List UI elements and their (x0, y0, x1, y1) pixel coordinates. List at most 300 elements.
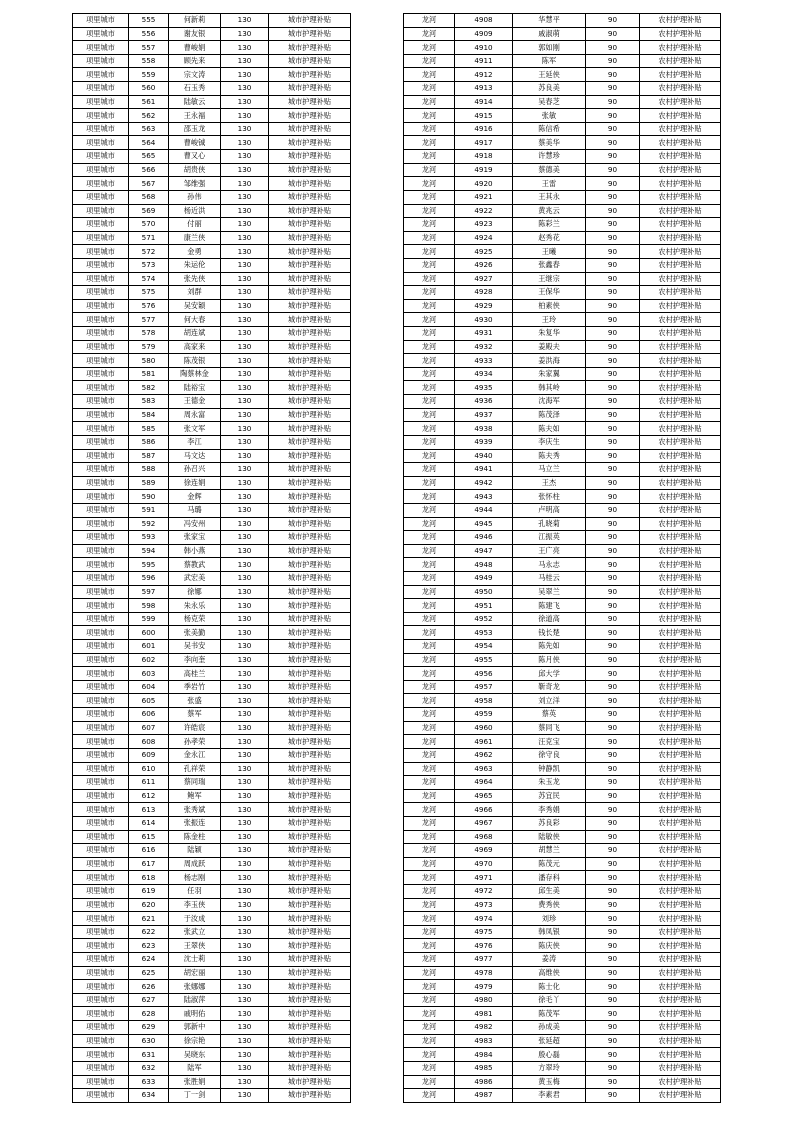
region-cell: 龙河 (404, 231, 455, 245)
amount-cell: 130 (221, 408, 269, 422)
amount-cell: 90 (586, 830, 640, 844)
amount-cell: 90 (586, 980, 640, 994)
name-cell: 何大春 (169, 313, 221, 327)
region-cell: 龙河 (404, 544, 455, 558)
subsidy-type-cell: 农村护理补贴 (640, 776, 721, 790)
region-cell: 龙河 (404, 735, 455, 749)
serial-cell: 626 (129, 980, 169, 994)
serial-cell: 4930 (455, 313, 513, 327)
amount-cell: 130 (221, 776, 269, 790)
subsidy-type-cell: 城市护理补贴 (269, 354, 351, 368)
table-row (73, 599, 351, 613)
region-cell: 项里城市 (73, 953, 129, 967)
region-cell: 项里城市 (73, 1034, 129, 1048)
region-cell: 项里城市 (73, 544, 129, 558)
subsidy-type-cell: 城市护理补贴 (269, 708, 351, 722)
serial-cell: 588 (129, 463, 169, 477)
region-cell: 龙河 (404, 272, 455, 286)
serial-cell: 559 (129, 68, 169, 82)
table-row (404, 313, 721, 327)
table-row (73, 408, 351, 422)
name-cell: 陈茂泽 (513, 408, 586, 422)
subsidy-type-cell: 农村护理补贴 (640, 571, 721, 585)
table-row (73, 694, 351, 708)
serial-cell: 575 (129, 286, 169, 300)
table-row (404, 218, 721, 232)
amount-cell: 90 (586, 258, 640, 272)
name-cell: 蔡美华 (513, 136, 586, 150)
serial-cell: 4966 (455, 803, 513, 817)
name-cell: 张秀斌 (169, 803, 221, 817)
name-cell: 王继宗 (513, 272, 586, 286)
region-cell: 龙河 (404, 340, 455, 354)
serial-cell: 593 (129, 531, 169, 545)
serial-cell: 607 (129, 721, 169, 735)
amount-cell: 90 (586, 531, 640, 545)
subsidy-type-cell: 农村护理补贴 (640, 816, 721, 830)
subsidy-type-cell: 农村护理补贴 (640, 136, 721, 150)
serial-cell: 622 (129, 925, 169, 939)
region-cell: 龙河 (404, 258, 455, 272)
serial-cell: 4958 (455, 694, 513, 708)
amount-cell: 130 (221, 150, 269, 164)
amount-cell: 130 (221, 898, 269, 912)
subsidy-type-cell: 农村护理补贴 (640, 82, 721, 96)
serial-cell: 4934 (455, 367, 513, 381)
name-cell: 王翠侠 (169, 939, 221, 953)
region-cell: 龙河 (404, 898, 455, 912)
name-cell: 陆军 (169, 1061, 221, 1075)
subsidy-type-cell: 农村护理补贴 (640, 912, 721, 926)
amount-cell: 130 (221, 286, 269, 300)
serial-cell: 4950 (455, 585, 513, 599)
name-cell: 戚明佑 (169, 1007, 221, 1021)
name-cell: 蔡教武 (169, 558, 221, 572)
table-row (73, 912, 351, 926)
serial-cell: 4941 (455, 463, 513, 477)
region-cell: 项里城市 (73, 748, 129, 762)
serial-cell: 4912 (455, 68, 513, 82)
subsidy-type-cell: 城市护理补贴 (269, 82, 351, 96)
serial-cell: 616 (129, 844, 169, 858)
serial-cell: 4976 (455, 939, 513, 953)
name-cell: 于汝成 (169, 912, 221, 926)
region-cell: 项里城市 (73, 122, 129, 136)
amount-cell: 130 (221, 463, 269, 477)
subsidy-type-cell: 农村护理补贴 (640, 367, 721, 381)
name-cell: 陈夫如 (513, 422, 586, 436)
subsidy-type-cell: 农村护理补贴 (640, 844, 721, 858)
region-cell: 龙河 (404, 218, 455, 232)
region-cell: 项里城市 (73, 599, 129, 613)
table-row (73, 885, 351, 899)
name-cell: 陈先如 (513, 640, 586, 654)
serial-cell: 4924 (455, 231, 513, 245)
region-cell: 龙河 (404, 885, 455, 899)
subsidy-type-cell: 农村护理补贴 (640, 803, 721, 817)
table-row (404, 789, 721, 803)
amount-cell: 90 (586, 612, 640, 626)
amount-cell: 90 (586, 14, 640, 28)
serial-cell: 4963 (455, 762, 513, 776)
serial-cell: 568 (129, 190, 169, 204)
serial-cell: 4949 (455, 571, 513, 585)
region-cell: 项里城市 (73, 640, 129, 654)
name-cell: 孙召兴 (169, 463, 221, 477)
name-cell: 高家来 (169, 340, 221, 354)
table-row (404, 177, 721, 191)
name-cell: 胡连斌 (169, 327, 221, 341)
name-cell: 陈茂军 (513, 1007, 586, 1021)
amount-cell: 130 (221, 1061, 269, 1075)
amount-cell: 130 (221, 327, 269, 341)
serial-cell: 4975 (455, 925, 513, 939)
serial-cell: 4921 (455, 190, 513, 204)
subsidy-type-cell: 农村护理补贴 (640, 286, 721, 300)
amount-cell: 130 (221, 503, 269, 517)
subsidy-type-cell: 城市护理补贴 (269, 544, 351, 558)
subsidy-type-cell: 农村护理补贴 (640, 1007, 721, 1021)
serial-cell: 631 (129, 1048, 169, 1062)
name-cell: 李向奎 (169, 653, 221, 667)
table-row (73, 544, 351, 558)
serial-cell: 4915 (455, 109, 513, 123)
amount-cell: 130 (221, 381, 269, 395)
subsidy-type-cell: 农村护理补贴 (640, 177, 721, 191)
subsidy-type-cell: 农村护理补贴 (640, 218, 721, 232)
region-cell: 项里城市 (73, 667, 129, 681)
table-row (404, 395, 721, 409)
amount-cell: 130 (221, 544, 269, 558)
region-cell: 龙河 (404, 327, 455, 341)
serial-cell: 4923 (455, 218, 513, 232)
region-cell: 龙河 (404, 776, 455, 790)
region-cell: 龙河 (404, 286, 455, 300)
table-row (73, 898, 351, 912)
subsidy-type-cell: 城市护理补贴 (269, 258, 351, 272)
region-cell: 项里城市 (73, 435, 129, 449)
amount-cell: 90 (586, 953, 640, 967)
name-cell: 王保华 (513, 286, 586, 300)
amount-cell: 90 (586, 299, 640, 313)
name-cell: 孔晓菊 (513, 517, 586, 531)
name-cell: 高桂兰 (169, 667, 221, 681)
table-row (404, 340, 721, 354)
serial-cell: 576 (129, 299, 169, 313)
name-cell: 陈彩兰 (513, 218, 586, 232)
region-cell: 项里城市 (73, 354, 129, 368)
amount-cell: 130 (221, 953, 269, 967)
name-cell: 马文达 (169, 449, 221, 463)
subsidy-type-cell: 农村护理补贴 (640, 1075, 721, 1089)
table-row (404, 1075, 721, 1089)
subsidy-type-cell: 农村护理补贴 (640, 435, 721, 449)
region-cell: 项里城市 (73, 626, 129, 640)
name-cell: 任羽 (169, 885, 221, 899)
name-cell: 马立兰 (513, 463, 586, 477)
name-cell: 马永志 (513, 558, 586, 572)
serial-cell: 591 (129, 503, 169, 517)
right-table-body (404, 14, 721, 1103)
table-row (404, 354, 721, 368)
serial-cell: 579 (129, 340, 169, 354)
serial-cell: 4971 (455, 871, 513, 885)
region-cell: 龙河 (404, 857, 455, 871)
subsidy-type-cell: 城市护理补贴 (269, 272, 351, 286)
subsidy-type-cell: 农村护理补贴 (640, 245, 721, 259)
serial-cell: 581 (129, 367, 169, 381)
serial-cell: 572 (129, 245, 169, 259)
table-row (73, 54, 351, 68)
name-cell: 冯安州 (169, 517, 221, 531)
amount-cell: 130 (221, 68, 269, 82)
subsidy-type-cell: 农村护理补贴 (640, 544, 721, 558)
serial-cell: 4926 (455, 258, 513, 272)
serial-cell: 4939 (455, 435, 513, 449)
table-row (404, 626, 721, 640)
serial-cell: 4943 (455, 490, 513, 504)
amount-cell: 130 (221, 993, 269, 1007)
subsidy-type-cell: 城市护理补贴 (269, 27, 351, 41)
name-cell: 姜涛 (513, 953, 586, 967)
table-row (404, 544, 721, 558)
serial-cell: 556 (129, 27, 169, 41)
amount-cell: 90 (586, 177, 640, 191)
serial-cell: 4947 (455, 544, 513, 558)
name-cell: 江振英 (513, 531, 586, 545)
amount-cell: 130 (221, 708, 269, 722)
serial-cell: 582 (129, 381, 169, 395)
region-cell: 项里城市 (73, 898, 129, 912)
region-cell: 龙河 (404, 1034, 455, 1048)
subsidy-type-cell: 农村护理补贴 (640, 558, 721, 572)
subsidy-type-cell: 农村护理补贴 (640, 1034, 721, 1048)
name-cell: 邵玉龙 (169, 122, 221, 136)
amount-cell: 90 (586, 789, 640, 803)
name-cell: 孙成美 (513, 1021, 586, 1035)
amount-cell: 90 (586, 748, 640, 762)
table-row (73, 776, 351, 790)
subsidy-type-cell: 农村护理补贴 (640, 993, 721, 1007)
subsidy-type-cell: 农村护理补贴 (640, 748, 721, 762)
name-cell: 陈建飞 (513, 599, 586, 613)
amount-cell: 130 (221, 1034, 269, 1048)
name-cell: 王其永 (513, 190, 586, 204)
amount-cell: 130 (221, 490, 269, 504)
name-cell: 朱玉龙 (513, 776, 586, 790)
region-cell: 项里城市 (73, 231, 129, 245)
serial-cell: 606 (129, 708, 169, 722)
table-row (73, 1075, 351, 1089)
subsidy-type-cell: 农村护理补贴 (640, 599, 721, 613)
region-cell: 项里城市 (73, 177, 129, 191)
region-cell: 项里城市 (73, 449, 129, 463)
region-cell: 龙河 (404, 204, 455, 218)
region-cell: 项里城市 (73, 95, 129, 109)
table-row (73, 82, 351, 96)
subsidy-type-cell: 城市护理补贴 (269, 367, 351, 381)
serial-cell: 4955 (455, 653, 513, 667)
amount-cell: 90 (586, 857, 640, 871)
table-row (73, 1021, 351, 1035)
serial-cell: 569 (129, 204, 169, 218)
serial-cell: 4935 (455, 381, 513, 395)
region-cell: 龙河 (404, 109, 455, 123)
region-cell: 项里城市 (73, 980, 129, 994)
amount-cell: 90 (586, 367, 640, 381)
table-row (404, 54, 721, 68)
serial-cell: 561 (129, 95, 169, 109)
amount-cell: 130 (221, 476, 269, 490)
amount-cell: 90 (586, 585, 640, 599)
region-cell: 项里城市 (73, 27, 129, 41)
region-cell: 项里城市 (73, 653, 129, 667)
subsidy-type-cell: 城市护理补贴 (269, 626, 351, 640)
serial-cell: 571 (129, 231, 169, 245)
name-cell: 韩小燕 (169, 544, 221, 558)
name-cell: 丁一剑 (169, 1089, 221, 1103)
name-cell: 赵秀花 (513, 231, 586, 245)
table-row (73, 136, 351, 150)
region-cell: 龙河 (404, 993, 455, 1007)
table-row (404, 449, 721, 463)
serial-cell: 624 (129, 953, 169, 967)
subsidy-type-cell: 城市护理补贴 (269, 844, 351, 858)
serial-cell: 608 (129, 735, 169, 749)
serial-cell: 4944 (455, 503, 513, 517)
subsidy-type-cell: 城市护理补贴 (269, 95, 351, 109)
region-cell: 龙河 (404, 1075, 455, 1089)
region-cell: 项里城市 (73, 803, 129, 817)
name-cell: 王曦 (513, 245, 586, 259)
region-cell: 项里城市 (73, 531, 129, 545)
subsidy-type-cell: 城市护理补贴 (269, 204, 351, 218)
serial-cell: 4908 (455, 14, 513, 28)
subsidy-type-cell: 城市护理补贴 (269, 109, 351, 123)
subsidy-type-cell: 城市护理补贴 (269, 680, 351, 694)
region-cell: 龙河 (404, 789, 455, 803)
table-row (73, 1007, 351, 1021)
serial-cell: 634 (129, 1089, 169, 1103)
table-row (404, 286, 721, 300)
subsidy-type-cell: 城市护理补贴 (269, 1007, 351, 1021)
region-cell: 龙河 (404, 762, 455, 776)
amount-cell: 90 (586, 680, 640, 694)
name-cell: 陆敏云 (169, 95, 221, 109)
region-cell: 项里城市 (73, 762, 129, 776)
region-cell: 项里城市 (73, 272, 129, 286)
amount-cell: 130 (221, 109, 269, 123)
table-row (73, 286, 351, 300)
amount-cell: 90 (586, 1007, 640, 1021)
amount-cell: 90 (586, 1048, 640, 1062)
amount-cell: 90 (586, 939, 640, 953)
amount-cell: 130 (221, 1089, 269, 1103)
serial-cell: 4922 (455, 204, 513, 218)
region-cell: 项里城市 (73, 1089, 129, 1103)
serial-cell: 614 (129, 816, 169, 830)
name-cell: 曹峻铖 (169, 136, 221, 150)
table-row (404, 966, 721, 980)
amount-cell: 130 (221, 395, 269, 409)
amount-cell: 130 (221, 82, 269, 96)
name-cell: 陈茂银 (169, 354, 221, 368)
region-cell: 项里城市 (73, 327, 129, 341)
region-cell: 龙河 (404, 640, 455, 654)
name-cell: 刘立洋 (513, 694, 586, 708)
name-cell: 张胜娟 (169, 1075, 221, 1089)
region-cell: 龙河 (404, 190, 455, 204)
amount-cell: 130 (221, 857, 269, 871)
serial-cell: 4938 (455, 422, 513, 436)
serial-cell: 4936 (455, 395, 513, 409)
name-cell: 柏素侠 (513, 299, 586, 313)
table-row (73, 422, 351, 436)
serial-cell: 4968 (455, 830, 513, 844)
subsidy-type-cell: 农村护理补贴 (640, 640, 721, 654)
table-row (404, 1021, 721, 1035)
serial-cell: 4937 (455, 408, 513, 422)
name-cell: 谢友银 (169, 27, 221, 41)
subsidy-type-cell: 农村护理补贴 (640, 626, 721, 640)
subsidy-type-cell: 农村护理补贴 (640, 327, 721, 341)
serial-cell: 603 (129, 667, 169, 681)
amount-cell: 90 (586, 898, 640, 912)
subsidy-type-cell: 城市护理补贴 (269, 667, 351, 681)
name-cell: 王延侠 (513, 68, 586, 82)
region-cell: 项里城市 (73, 150, 129, 164)
region-cell: 龙河 (404, 54, 455, 68)
region-cell: 龙河 (404, 585, 455, 599)
amount-cell: 130 (221, 204, 269, 218)
subsidy-type-cell: 农村护理补贴 (640, 966, 721, 980)
name-cell: 朱运伦 (169, 258, 221, 272)
subsidy-type-cell: 农村护理补贴 (640, 667, 721, 681)
amount-cell: 90 (586, 776, 640, 790)
table-row (404, 95, 721, 109)
serial-cell: 4985 (455, 1061, 513, 1075)
serial-cell: 602 (129, 653, 169, 667)
serial-cell: 4914 (455, 95, 513, 109)
region-cell: 龙河 (404, 136, 455, 150)
subsidy-type-cell: 城市护理补贴 (269, 476, 351, 490)
subsidy-type-cell: 城市护理补贴 (269, 122, 351, 136)
region-cell: 项里城市 (73, 109, 129, 123)
amount-cell: 130 (221, 762, 269, 776)
table-row (404, 408, 721, 422)
table-row (73, 299, 351, 313)
serial-cell: 4932 (455, 340, 513, 354)
table-row (404, 871, 721, 885)
region-cell: 项里城市 (73, 14, 129, 28)
serial-cell: 629 (129, 1021, 169, 1035)
table-row (73, 354, 351, 368)
subsidy-type-cell: 城市护理补贴 (269, 1021, 351, 1035)
subsidy-type-cell: 农村护理补贴 (640, 395, 721, 409)
table-row (404, 163, 721, 177)
amount-cell: 130 (221, 1007, 269, 1021)
table-row (73, 163, 351, 177)
table-row (404, 708, 721, 722)
amount-cell: 130 (221, 830, 269, 844)
region-cell: 项里城市 (73, 490, 129, 504)
amount-cell: 130 (221, 844, 269, 858)
table-row (404, 422, 721, 436)
name-cell: 陆裕宝 (169, 381, 221, 395)
serial-cell: 4987 (455, 1089, 513, 1103)
subsidy-type-cell: 城市护理补贴 (269, 231, 351, 245)
region-cell: 项里城市 (73, 721, 129, 735)
